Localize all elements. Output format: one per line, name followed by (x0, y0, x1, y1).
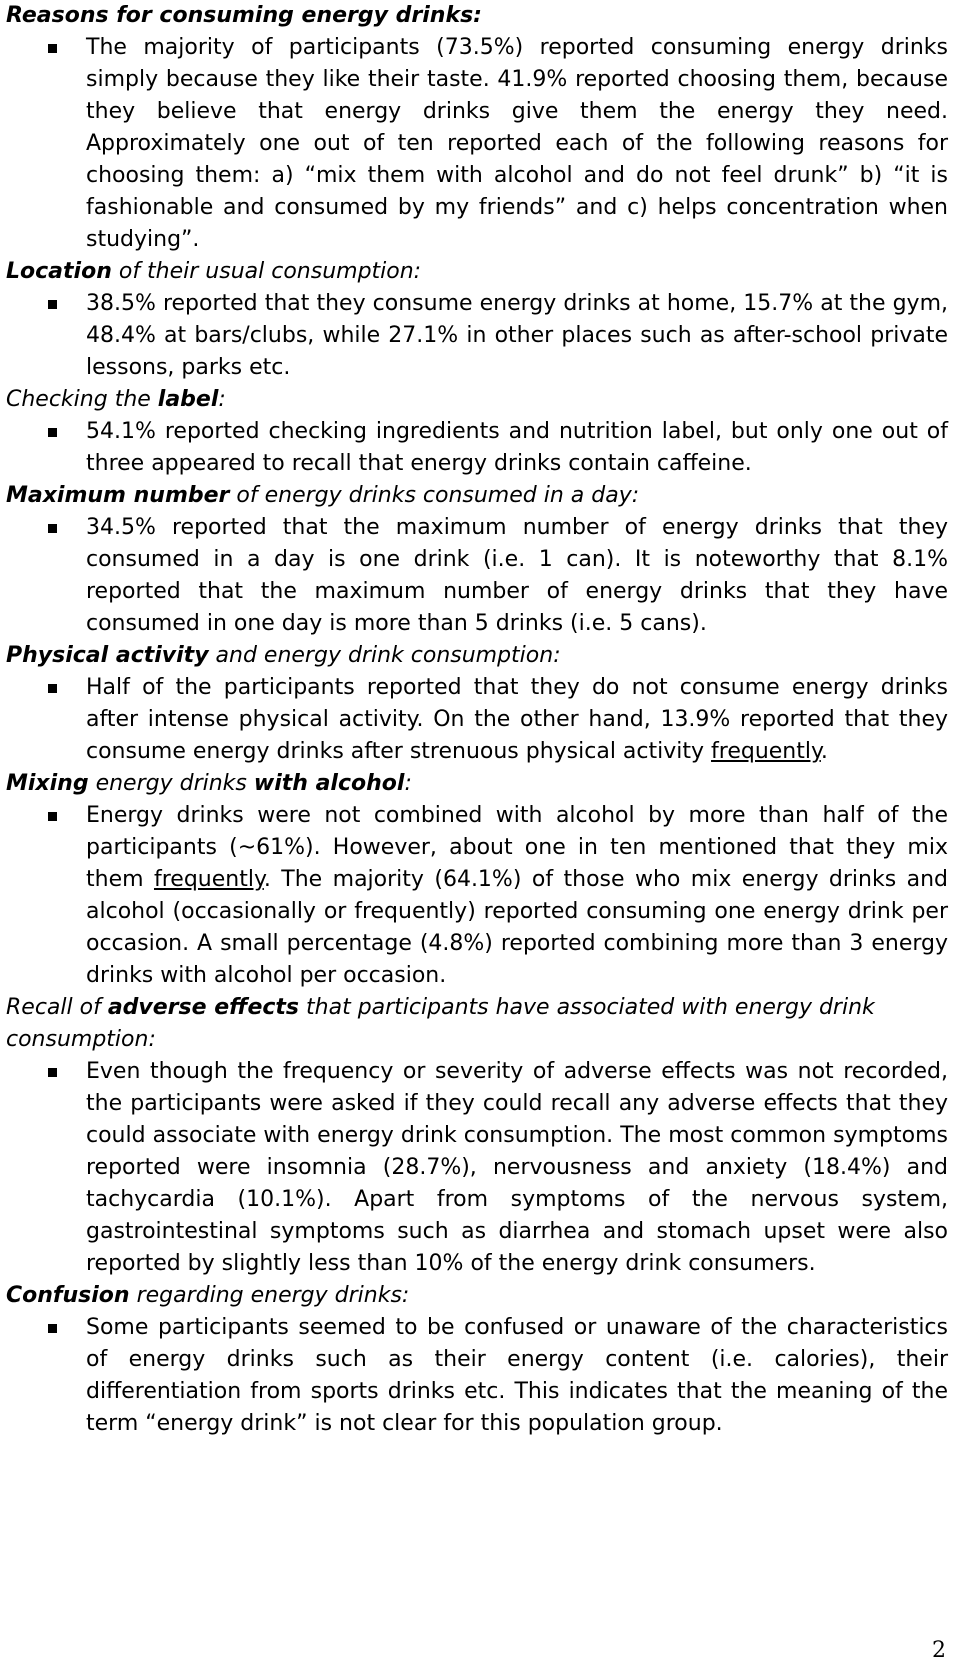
bullet-text: 34.5% reported that the maximum number of energy drinks that they consumed in a day is one drink (i.e. 1 can). It is noteworthy that 8.1% reported that the maximum number of energy drinks that they have consumed in one day is more than 5 drinks (i.e. 5 cans). (86, 515, 948, 636)
bullet-item (6, 800, 956, 992)
page-number: 2 (932, 1638, 946, 1663)
section-reasons (6, 0, 956, 256)
heading-bold: with alcohol (253, 771, 405, 796)
heading-bold: adverse effects (107, 995, 300, 1020)
heading-text: Reasons for consuming energy drinks: (6, 3, 482, 28)
section-confusion (6, 1280, 956, 1440)
section-maximum-number (6, 480, 956, 640)
bullet-text: 38.5% reported that they consume energy drinks at home, 15.7% at the gym, 48.4% at bars/clubs, while 27.1% in other places such as after-school private lessons, parks etc. (86, 291, 948, 380)
document-page (6, 0, 956, 1440)
bullet-item (6, 1312, 956, 1440)
square-bullet-icon (48, 812, 57, 821)
section-heading: Location of their usual consumption: (6, 259, 422, 284)
bullet-text: The majority of participants (73.5%) reported consuming energy drinks simply because they like their taste. 41.9% reported choosing them, because they believe that energy drinks give them the energy they need. Approximately one out of ten reported each of the following reasons for choosing them: a) “mix them with alcohol and do not feel drunk” b) “it is fashionable and consumed by my friends” and c) helps concentration when studying”. (86, 35, 948, 252)
square-bullet-icon (48, 684, 57, 693)
bullet-item (6, 32, 956, 256)
bullet-text: Energy drinks were not combined with alcohol by more than half of the participants (~61%). However, about one in ten mentioned that they mix them frequently. The majority (64.1%) of those who mix energy drinks and alcohol (occasionally or frequently) reported consuming one energy drink per occasion. A small percentage (4.8%) reported combining more than 3 energy drinks with alcohol per occasion. (86, 803, 949, 988)
section-heading: Recall of adverse effects that participants have associated with energy drink consumption: (6, 995, 875, 1052)
heading-bold: Maximum number (6, 483, 230, 508)
bullet-item (6, 672, 956, 768)
bullet-item (6, 288, 956, 384)
underlined-word: frequently (153, 867, 264, 892)
square-bullet-icon (48, 44, 57, 53)
section-location (6, 256, 956, 384)
heading-bold: label (157, 387, 219, 412)
section-mixing-alcohol (6, 768, 956, 992)
square-bullet-icon (48, 300, 57, 309)
square-bullet-icon (48, 1068, 57, 1077)
section-heading: Checking the label: (6, 387, 226, 412)
square-bullet-icon (48, 428, 57, 437)
bullet-text: Half of the participants reported that they do not consume energy drinks after intense physical activity. On the other hand, 13.9% reported that they consume energy drinks after strenuous physical activity frequently. (86, 675, 948, 764)
section-heading: Physical activity and energy drink consumption: (6, 643, 561, 668)
bullet-item (6, 1056, 956, 1280)
heading-bold: Physical activity (6, 643, 209, 668)
heading-bold: Mixing (6, 771, 89, 796)
section-label (6, 384, 956, 480)
section-heading: Confusion regarding energy drinks: (6, 1283, 410, 1308)
section-physical-activity (6, 640, 956, 768)
section-heading: Maximum number of energy drinks consumed in a day: (6, 483, 640, 508)
square-bullet-icon (48, 1324, 57, 1333)
bullet-text: Even though the frequency or severity of adverse effects was not recorded, the participants were asked if they could recall any adverse effects that they could associate with energy drink consumption. The most common symptoms reported were insomnia (28.7%), nervousness and anxiety (18.4%) and tachycardia (10.1%). Apart from symptoms of the nervous system, gastrointestinal symptoms such as diarrhea and stomach upset were also reported by slightly less than 10% of the energy drink consumers. (86, 1059, 948, 1276)
heading-bold: Location (6, 259, 112, 284)
bullet-text: Some participants seemed to be confused or unaware of the characteristics of energy drinks such as their energy content (i.e. calories), their differentiation from sports drinks etc. This indicates that the meaning of the term “energy drink” is not clear for this population group. (86, 1315, 948, 1436)
section-adverse-effects (6, 992, 956, 1280)
square-bullet-icon (48, 524, 57, 533)
bullet-item (6, 512, 956, 640)
section-heading: Mixing energy drinks with alcohol: (6, 771, 412, 796)
heading-bold: Confusion (6, 1283, 130, 1308)
underlined-word: frequently (711, 739, 821, 764)
bullet-item (6, 416, 956, 480)
bullet-text: 54.1% reported checking ingredients and nutrition label, but only one out of three appeared to recall that energy drinks contain caffeine. (86, 419, 948, 476)
section-heading (6, 0, 956, 32)
